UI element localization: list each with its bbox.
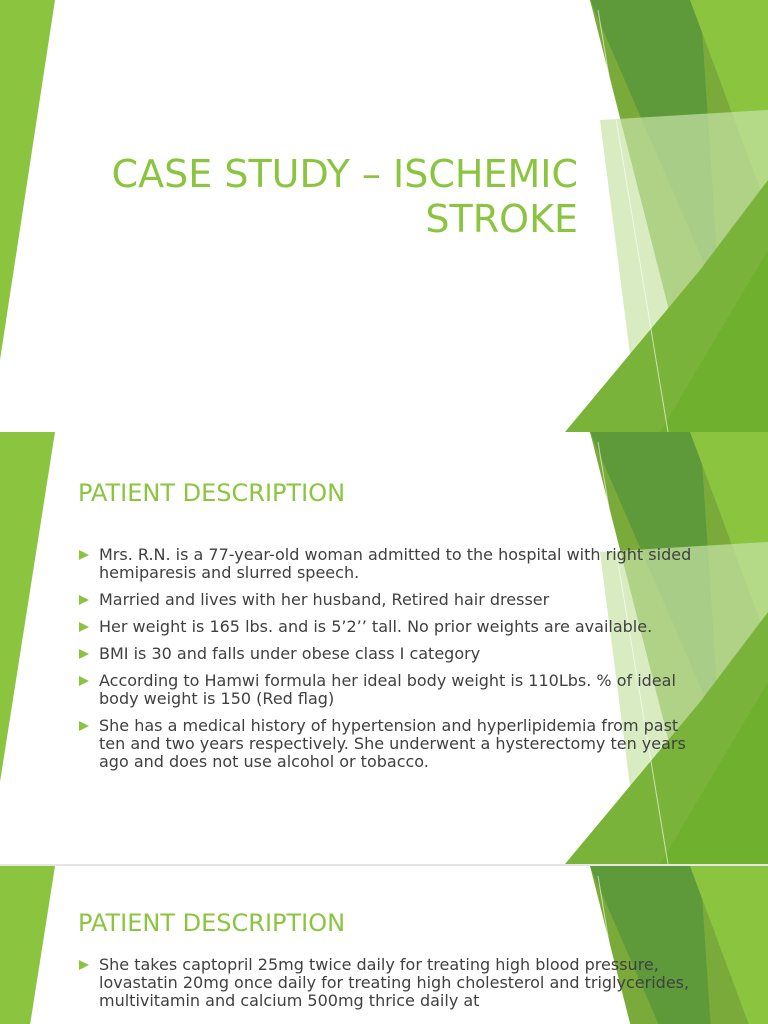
triangle-right-icon: [79, 595, 89, 605]
slide-heading: PATIENT DESCRIPTION: [78, 909, 346, 937]
triangle-right-icon: [79, 550, 89, 560]
bullet-text: She takes captopril 25mg twice daily for treating high blood pressure, lovastatin 20mg once daily for treating high cholesterol and triglycerides, multivitamin and calcium 500mg thrice daily at: [99, 955, 690, 1010]
triangle-right-icon: [79, 960, 89, 970]
bullet-text: Married and lives with her husband, Retired hair dresser: [99, 590, 550, 609]
slide-title: [0, 0, 768, 432]
triangle-right-icon: [79, 622, 89, 632]
list-item: [78, 645, 698, 663]
bullet-text: She has a medical history of hypertension and hyperlipidemia from past ten and two years respectively. She underwent a hysterectomy ten years ago and does not use alcohol or tobacco.: [99, 716, 686, 771]
list-item: [78, 591, 698, 609]
slide-patient-description-2: [0, 866, 768, 1024]
slide-title-text: [78, 152, 578, 242]
list-item: [78, 717, 698, 771]
bullet-list: [78, 546, 698, 780]
slide-patient-description: [0, 432, 768, 864]
triangle-right-icon: [79, 721, 89, 731]
bullet-text: BMI is 30 and falls under obese class I category: [99, 644, 481, 663]
bullet-text: Mrs. R.N. is a 77-year-old woman admitted to the hospital with right sided hemiparesis and slurred speech.: [99, 545, 692, 582]
list-item: [78, 618, 698, 636]
bullet-list: [78, 956, 698, 1019]
title-line-1: CASE STUDY – ISCHEMIC: [111, 152, 578, 196]
triangle-right-icon: [79, 649, 89, 659]
bullet-text: According to Hamwi formula her ideal body weight is 110Lbs. % of ideal body weight is 150 (Red flag): [99, 671, 676, 708]
title-line-2: STROKE: [425, 197, 578, 241]
triangle-right-icon: [79, 676, 89, 686]
list-item: [78, 672, 698, 708]
list-item: [78, 956, 698, 1010]
list-item: [78, 546, 698, 582]
slide-heading: PATIENT DESCRIPTION: [78, 479, 346, 507]
bullet-text: Her weight is 165 lbs. and is 5’2’’ tall. No prior weights are available.: [99, 617, 653, 636]
